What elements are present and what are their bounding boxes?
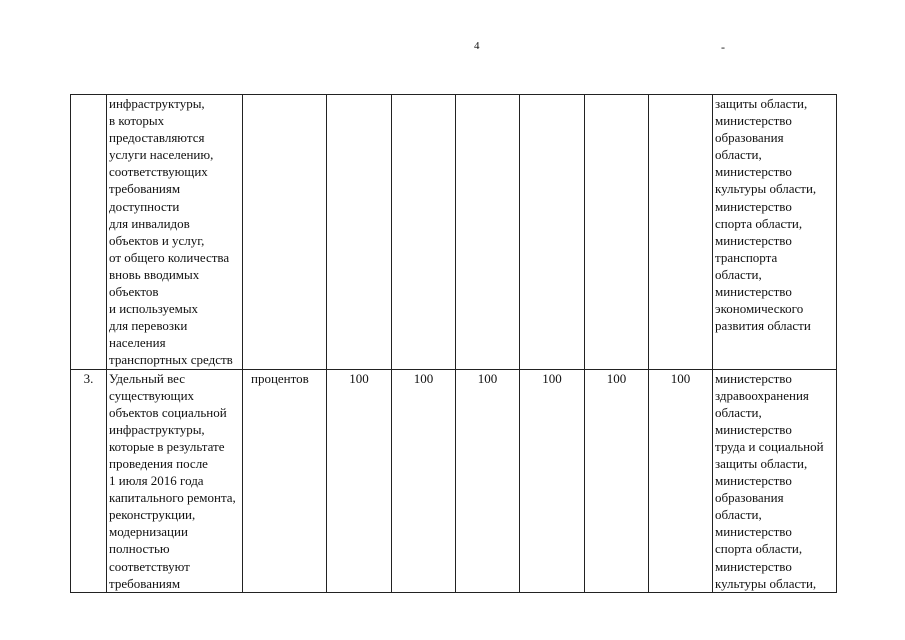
- responsible-line: спорта области,: [715, 215, 803, 231]
- value-cell: 100: [649, 369, 713, 592]
- responsible-line: защиты области,: [715, 455, 808, 471]
- value-cell: [456, 95, 520, 370]
- indicator-cell: [107, 95, 243, 370]
- indicator-line: доступности: [109, 198, 180, 214]
- indicator-line: Удельный вес: [109, 370, 186, 386]
- responsible-line: спорта области,: [715, 541, 803, 557]
- responsible-line: министерство: [715, 284, 792, 300]
- value-cell: [520, 95, 585, 370]
- responsible-line: министерство: [715, 421, 792, 437]
- unit-cell: [243, 95, 327, 370]
- indicator-line: которые в результате: [109, 438, 225, 454]
- indicator-line: населения: [109, 335, 166, 351]
- responsible-line: области,: [715, 147, 762, 163]
- value-cell: 100: [456, 369, 520, 592]
- responsible-line: транспорта: [715, 249, 778, 265]
- page-mark: -: [721, 40, 725, 54]
- indicator-line: объектов: [109, 284, 159, 300]
- responsible-cell: [713, 369, 837, 592]
- indicators-table: [70, 94, 837, 593]
- responsible-line: области,: [715, 507, 762, 523]
- responsible-cell: [713, 95, 837, 370]
- responsible-line: области,: [715, 404, 762, 420]
- indicator-cell: [107, 369, 243, 592]
- indicator-line: инфраструктуры,: [109, 421, 205, 437]
- value-cell: 100: [327, 369, 392, 592]
- indicator-line: вновь вводимых: [109, 266, 200, 282]
- indicator-line: требованиям: [109, 575, 181, 591]
- indicator-line: реконструкции,: [109, 507, 196, 523]
- page-number: 4: [474, 40, 480, 52]
- responsible-line: образования: [715, 490, 784, 506]
- responsible-line: министерство: [715, 113, 792, 129]
- value-cell: [649, 95, 713, 370]
- indicator-line: инфраструктуры,: [109, 96, 205, 111]
- responsible-line: развития области: [715, 318, 811, 334]
- value-cell: [327, 95, 392, 370]
- responsible-line: министерство: [715, 370, 792, 386]
- indicator-line: предоставляются: [109, 130, 205, 146]
- value-cell: 100: [520, 369, 585, 592]
- indicator-line: для инвалидов: [109, 215, 190, 231]
- indicator-line: от общего количества: [109, 249, 230, 265]
- indicator-line: модернизации: [109, 524, 188, 540]
- indicator-line: соответствующих: [109, 164, 208, 180]
- indicator-line: объектов и услуг,: [109, 232, 205, 248]
- indicator-line: существующих: [109, 387, 195, 403]
- responsible-line: здравоохранения: [715, 387, 809, 403]
- indicator-line: соответствуют: [109, 558, 190, 574]
- indicator-line: объектов социальной: [109, 404, 227, 420]
- responsible-line: министерство: [715, 164, 792, 180]
- indicator-line: 1 июля 2016 года: [109, 473, 204, 489]
- responsible-line: экономического: [715, 301, 804, 317]
- responsible-line: министерство: [715, 558, 792, 574]
- responsible-line: культуры области,: [715, 575, 817, 591]
- responsible-line: министерство: [715, 473, 792, 489]
- indicator-line: услуги населению,: [109, 147, 214, 163]
- value-cell: [392, 95, 456, 370]
- indicator-line: для перевозки: [109, 318, 188, 334]
- row-number: [71, 95, 107, 370]
- unit-cell: процентов: [243, 369, 327, 592]
- indicator-line: и используемых: [109, 301, 199, 317]
- indicator-line: в которых: [109, 113, 165, 129]
- indicator-line: требованиям: [109, 181, 181, 197]
- responsible-line: защиты области,: [715, 96, 808, 111]
- responsible-line: образования: [715, 130, 784, 146]
- table-row: [71, 95, 837, 370]
- responsible-line: министерство: [715, 232, 792, 248]
- row-number: 3.: [71, 369, 107, 592]
- indicator-line: полностью: [109, 541, 170, 557]
- indicator-line: транспортных средств: [109, 352, 233, 368]
- value-cell: [585, 95, 649, 370]
- responsible-line: труда и социальной: [715, 438, 824, 454]
- responsible-line: министерство: [715, 198, 792, 214]
- responsible-line: министерство: [715, 524, 792, 540]
- table-row: [71, 369, 837, 592]
- responsible-line: культуры области,: [715, 181, 817, 197]
- value-cell: 100: [585, 369, 649, 592]
- value-cell: 100: [392, 369, 456, 592]
- indicator-line: проведения после: [109, 455, 208, 471]
- responsible-line: области,: [715, 266, 762, 282]
- indicator-line: капитального ремонта,: [109, 490, 236, 506]
